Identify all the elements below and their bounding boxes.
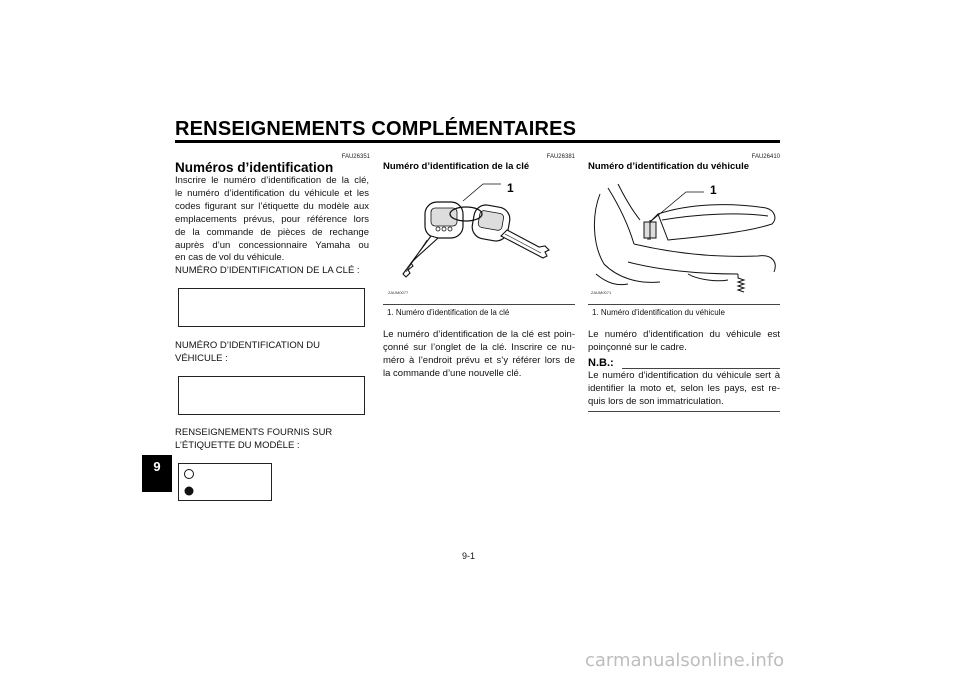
page-number: 9-1 [462,551,476,561]
scooter-frame-drawing [594,184,775,292]
vehicle-id-field[interactable] [178,376,365,415]
model-label-field[interactable] [178,463,272,501]
intro-line: emplacements prévus, pour référence lors [175,213,369,225]
filled-circle-icon [185,487,194,496]
note-end-rule [588,411,780,412]
header-rule [175,140,780,143]
key-id-field[interactable] [178,288,365,327]
intro-paragraph [175,175,369,278]
open-circle-icon [185,470,194,479]
note-paragraph [588,370,780,409]
intro-line: Inscrire le numéro d’identification de la clé, [175,175,369,186]
note-rule [622,368,780,369]
note-line: Le numéro d’identification du véhicule sert à [588,370,780,381]
intro-line: en cas de vol du véhicule. [175,252,285,264]
note-label: N.B.: [588,357,614,369]
callout-number: 1 [710,183,717,197]
body-line: poinçonné sur le cadre. [588,341,687,353]
vehicle-id-label-line: VÉHICULE : [175,352,228,364]
body-line: la commande d’une nouvelle clé. [383,367,522,379]
vehicle-id-label [175,340,320,366]
section-code: FAU26410 [751,154,780,160]
chapter-number: 9 [153,459,161,474]
section-heading: Numéros d’identification [175,160,334,175]
figure-code: ZAUM0077 [388,290,409,295]
vehicle-illustration [588,174,780,300]
callout-leader [463,184,501,201]
intro-line: le numéro d’identification du véhicule et les [175,187,369,199]
vehicle-paragraph [588,329,780,355]
key-paragraph [383,329,575,381]
vehicle-id-label-line: NUMÉRO D’IDENTIFICATION DU [175,340,320,351]
model-label-symbols [179,464,273,502]
note-line: quis lors de son immatriculation. [588,395,724,407]
section-heading: Numéro d’identification du véhicule [588,161,749,172]
intro-line: auprès d’un concessionnaire Yamaha ou [175,239,369,251]
note-line: identifier la moto et, selon les pays, est re- [588,382,780,394]
figure-caption: 1. Numéro d’identification de la clé [387,308,510,317]
page-title: RENSEIGNEMENTS COMPLÉMENTAIRES [175,118,577,140]
body-line: çonné sur l’onglet de la clé. Inscrire ce nu- [383,341,575,353]
key-illustration [383,174,577,300]
intro-line: codes figurant sur l’étiquette du modèle aux [175,200,369,212]
watermark: carmanualsonline.info [585,650,785,671]
key-icon [470,203,549,258]
key-icon [403,202,463,277]
body-line: Le numéro d’identification du véhicule est [588,329,780,340]
model-label-line: L’ÉTIQUETTE DU MODÈLE : [175,439,300,451]
body-line: Le numéro d’identification de la clé est poin- [383,329,575,340]
caption-rule [588,304,780,305]
model-label-line: RENSEIGNEMENTS FOURNIS SUR [175,427,333,438]
key-id-label: NUMÉRO D’IDENTIFICATION DE LA CLÉ : [175,265,360,277]
section-heading: Numéro d’identification de la clé [383,161,530,172]
figure-caption: 1. Numéro d’identification du véhicule [592,308,725,317]
caption-rule [383,304,575,305]
chapter-tab [142,455,172,492]
section-code: FAU26351 [341,154,370,160]
section-code: FAU26381 [546,154,575,160]
intro-line: de la commande de pièces de rechange [175,226,369,238]
body-line: méro à l’endroit prévu et s’y référer lors de [383,354,575,366]
callout-number: 1 [507,181,514,195]
model-label [175,427,332,453]
figure-code: ZAUM0071 [591,290,612,295]
